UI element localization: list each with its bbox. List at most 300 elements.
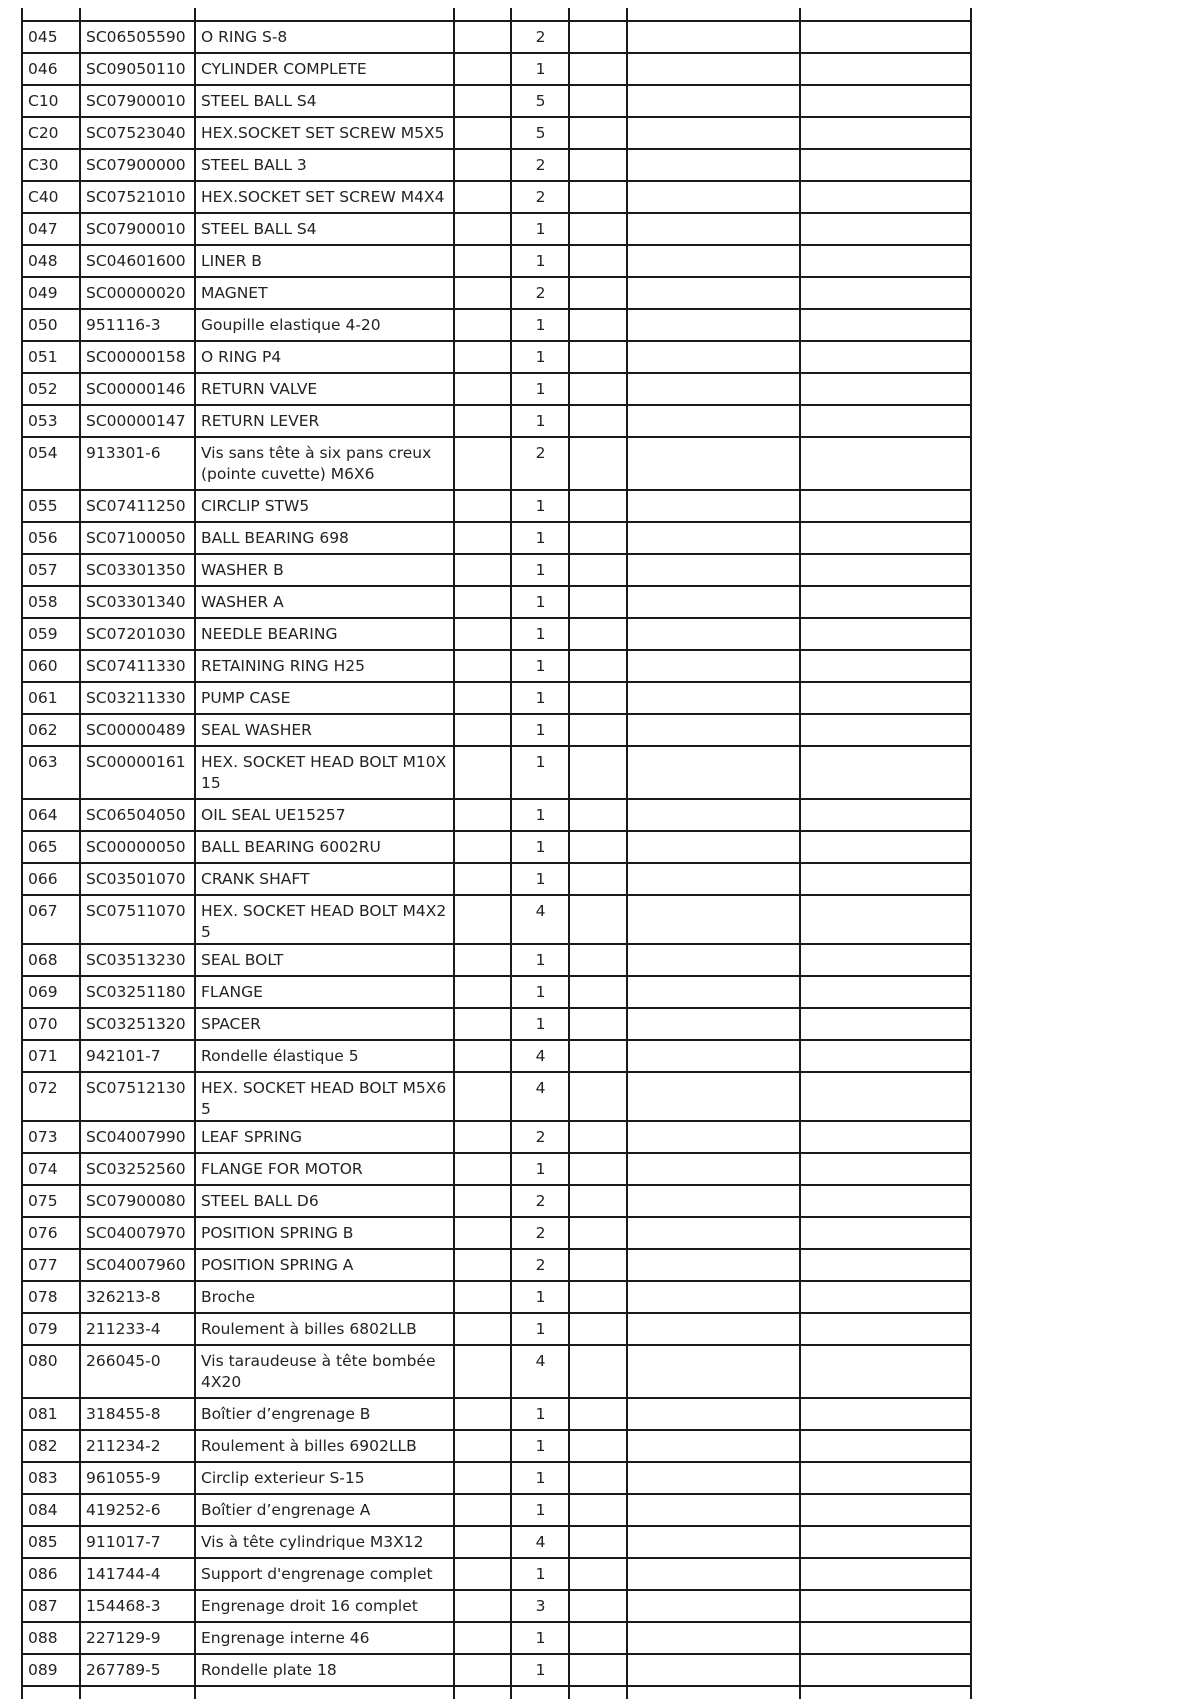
description-cell: NEEDLE BEARING xyxy=(195,618,454,650)
part-code-cell: SC03251320 xyxy=(80,1008,195,1040)
table-row xyxy=(22,618,971,650)
description-cell: Rondelle élastique 5 xyxy=(195,1040,454,1072)
stub-cell xyxy=(454,1686,511,1699)
table-row xyxy=(22,1185,971,1217)
part-code-cell: 211234-2 xyxy=(80,1430,195,1462)
table-row xyxy=(22,1217,971,1249)
empty-cell xyxy=(569,341,627,373)
empty-cell xyxy=(569,895,627,944)
parts-table xyxy=(21,8,972,1699)
empty-cell xyxy=(627,85,800,117)
part-code-cell: SC04007990 xyxy=(80,1121,195,1153)
description-cell: CIRCLIP STW5 xyxy=(195,490,454,522)
stub-cell xyxy=(627,8,800,21)
empty-cell xyxy=(627,490,800,522)
part-no-cell: 057 xyxy=(22,554,80,586)
part-code-cell: SC00000161 xyxy=(80,746,195,799)
empty-cell xyxy=(800,181,971,213)
empty-cell xyxy=(454,1494,511,1526)
empty-cell xyxy=(454,1526,511,1558)
description-cell: STEEL BALL 3 xyxy=(195,149,454,181)
empty-cell xyxy=(627,437,800,490)
empty-cell xyxy=(569,522,627,554)
empty-cell xyxy=(569,490,627,522)
quantity-cell: 1 xyxy=(511,341,569,373)
empty-cell xyxy=(569,213,627,245)
part-no-cell: 070 xyxy=(22,1008,80,1040)
empty-cell xyxy=(454,1185,511,1217)
description-cell: Engrenage interne 46 xyxy=(195,1622,454,1654)
quantity-cell: 1 xyxy=(511,1462,569,1494)
quantity-cell: 1 xyxy=(511,1313,569,1345)
quantity-cell: 4 xyxy=(511,1040,569,1072)
part-no-cell: 081 xyxy=(22,1398,80,1430)
empty-cell xyxy=(454,1072,511,1121)
empty-cell xyxy=(454,618,511,650)
part-no-cell: C40 xyxy=(22,181,80,213)
empty-cell xyxy=(800,245,971,277)
empty-cell xyxy=(454,21,511,53)
table-row xyxy=(22,213,971,245)
empty-cell xyxy=(800,1558,971,1590)
part-code-cell: SC07900010 xyxy=(80,213,195,245)
empty-cell xyxy=(627,831,800,863)
part-no-cell: 063 xyxy=(22,746,80,799)
empty-cell xyxy=(800,522,971,554)
empty-cell xyxy=(800,831,971,863)
empty-cell xyxy=(569,437,627,490)
part-code-cell: SC00000147 xyxy=(80,405,195,437)
quantity-cell: 1 xyxy=(511,650,569,682)
empty-cell xyxy=(627,1622,800,1654)
part-no-cell: 049 xyxy=(22,277,80,309)
part-no-cell: 085 xyxy=(22,1526,80,1558)
part-no-cell: 061 xyxy=(22,682,80,714)
empty-cell xyxy=(800,1345,971,1398)
table-row xyxy=(22,586,971,618)
empty-cell xyxy=(569,1040,627,1072)
empty-cell xyxy=(569,944,627,976)
empty-cell xyxy=(800,1217,971,1249)
quantity-cell: 1 xyxy=(511,309,569,341)
empty-cell xyxy=(800,373,971,405)
empty-cell xyxy=(454,117,511,149)
empty-cell xyxy=(627,1430,800,1462)
part-no-cell: 084 xyxy=(22,1494,80,1526)
part-no-cell: 086 xyxy=(22,1558,80,1590)
empty-cell xyxy=(454,746,511,799)
empty-cell xyxy=(800,1121,971,1153)
description-cell: STEEL BALL S4 xyxy=(195,213,454,245)
empty-cell xyxy=(800,799,971,831)
empty-cell xyxy=(627,1040,800,1072)
empty-cell xyxy=(454,714,511,746)
empty-cell xyxy=(569,1430,627,1462)
table-row xyxy=(22,682,971,714)
stub-cell xyxy=(569,8,627,21)
empty-cell xyxy=(569,1526,627,1558)
part-no-cell: 055 xyxy=(22,490,80,522)
empty-cell xyxy=(800,213,971,245)
description-cell: FLANGE FOR MOTOR xyxy=(195,1153,454,1185)
empty-cell xyxy=(627,1558,800,1590)
part-code-cell: 942101-7 xyxy=(80,1040,195,1072)
part-no-cell: 065 xyxy=(22,831,80,863)
empty-cell xyxy=(800,149,971,181)
empty-cell xyxy=(800,1313,971,1345)
part-code-cell: 326213-8 xyxy=(80,1281,195,1313)
part-code-cell: SC07900080 xyxy=(80,1185,195,1217)
empty-cell xyxy=(569,863,627,895)
empty-cell xyxy=(569,1622,627,1654)
empty-cell xyxy=(454,1040,511,1072)
part-no-cell: 078 xyxy=(22,1281,80,1313)
description-cell: Support d'engrenage complet xyxy=(195,1558,454,1590)
part-code-cell: 318455-8 xyxy=(80,1398,195,1430)
part-code-cell: 911017-7 xyxy=(80,1526,195,1558)
empty-cell xyxy=(800,944,971,976)
description-cell: Circlip exterieur S-15 xyxy=(195,1462,454,1494)
empty-cell xyxy=(454,1281,511,1313)
empty-cell xyxy=(800,863,971,895)
table-row xyxy=(22,85,971,117)
empty-cell xyxy=(800,1072,971,1121)
empty-cell xyxy=(627,1121,800,1153)
description-cell: Roulement à billes 6902LLB xyxy=(195,1430,454,1462)
empty-cell xyxy=(454,1249,511,1281)
empty-cell xyxy=(569,1494,627,1526)
empty-cell xyxy=(627,1072,800,1121)
empty-cell xyxy=(800,117,971,149)
empty-cell xyxy=(454,1008,511,1040)
table-row xyxy=(22,650,971,682)
description-cell: Vis sans tête à six pans creux (pointe cuvette) M6X6 xyxy=(195,437,454,490)
part-code-cell: SC03501070 xyxy=(80,863,195,895)
quantity-cell: 4 xyxy=(511,895,569,944)
quantity-cell: 1 xyxy=(511,618,569,650)
empty-cell xyxy=(569,831,627,863)
empty-cell xyxy=(569,1249,627,1281)
empty-cell xyxy=(800,21,971,53)
description-cell: BALL BEARING 6002RU xyxy=(195,831,454,863)
table-row xyxy=(22,1462,971,1494)
empty-cell xyxy=(454,1313,511,1345)
empty-cell xyxy=(569,586,627,618)
table-row xyxy=(22,1558,971,1590)
quantity-cell: 1 xyxy=(511,1654,569,1686)
empty-cell xyxy=(627,1008,800,1040)
part-code-cell: SC00000146 xyxy=(80,373,195,405)
empty-cell xyxy=(454,1345,511,1398)
description-cell: CRANK SHAFT xyxy=(195,863,454,895)
stub-cell xyxy=(569,1686,627,1699)
empty-cell xyxy=(800,437,971,490)
empty-cell xyxy=(627,341,800,373)
part-no-cell: 076 xyxy=(22,1217,80,1249)
quantity-cell: 1 xyxy=(511,944,569,976)
empty-cell xyxy=(627,799,800,831)
table-row xyxy=(22,245,971,277)
table-row xyxy=(22,554,971,586)
quantity-cell: 1 xyxy=(511,1494,569,1526)
empty-cell xyxy=(454,976,511,1008)
empty-cell xyxy=(569,1590,627,1622)
part-no-cell: C30 xyxy=(22,149,80,181)
part-no-cell: 088 xyxy=(22,1622,80,1654)
part-no-cell: 047 xyxy=(22,213,80,245)
description-cell: WASHER B xyxy=(195,554,454,586)
empty-cell xyxy=(569,117,627,149)
part-no-cell: 048 xyxy=(22,245,80,277)
quantity-cell: 2 xyxy=(511,1185,569,1217)
parts-table-body xyxy=(22,8,971,1699)
empty-cell xyxy=(454,437,511,490)
empty-cell xyxy=(627,1494,800,1526)
part-no-cell: C10 xyxy=(22,85,80,117)
quantity-cell: 4 xyxy=(511,1072,569,1121)
empty-cell xyxy=(800,618,971,650)
quantity-cell: 1 xyxy=(511,682,569,714)
part-code-cell: SC07523040 xyxy=(80,117,195,149)
empty-cell xyxy=(627,650,800,682)
empty-cell xyxy=(454,1430,511,1462)
empty-cell xyxy=(454,586,511,618)
description-cell: STEEL BALL D6 xyxy=(195,1185,454,1217)
empty-cell xyxy=(569,1462,627,1494)
table-row xyxy=(22,341,971,373)
table-row xyxy=(22,863,971,895)
empty-cell xyxy=(569,1398,627,1430)
description-cell: SEAL BOLT xyxy=(195,944,454,976)
part-no-cell: 079 xyxy=(22,1313,80,1345)
part-code-cell: SC06504050 xyxy=(80,799,195,831)
empty-cell xyxy=(569,21,627,53)
quantity-cell: 5 xyxy=(511,85,569,117)
description-cell: RETURN VALVE xyxy=(195,373,454,405)
quantity-cell: 1 xyxy=(511,831,569,863)
empty-cell xyxy=(627,1345,800,1398)
part-code-cell: 227129-9 xyxy=(80,1622,195,1654)
table-bottom-stub-row xyxy=(22,1686,971,1699)
empty-cell xyxy=(454,1622,511,1654)
empty-cell xyxy=(454,682,511,714)
empty-cell xyxy=(454,799,511,831)
empty-cell xyxy=(454,831,511,863)
stub-cell xyxy=(22,1686,80,1699)
part-no-cell: C20 xyxy=(22,117,80,149)
description-cell: PUMP CASE xyxy=(195,682,454,714)
quantity-cell: 1 xyxy=(511,1430,569,1462)
empty-cell xyxy=(569,1008,627,1040)
empty-cell xyxy=(569,1345,627,1398)
quantity-cell: 2 xyxy=(511,181,569,213)
table-row xyxy=(22,944,971,976)
empty-cell xyxy=(454,1153,511,1185)
empty-cell xyxy=(569,373,627,405)
empty-cell xyxy=(627,1281,800,1313)
part-code-cell: 154468-3 xyxy=(80,1590,195,1622)
empty-cell xyxy=(627,976,800,1008)
empty-cell xyxy=(454,149,511,181)
empty-cell xyxy=(454,85,511,117)
description-cell: LINER B xyxy=(195,245,454,277)
part-no-cell: 066 xyxy=(22,863,80,895)
empty-cell xyxy=(800,1249,971,1281)
empty-cell xyxy=(627,1313,800,1345)
empty-cell xyxy=(627,895,800,944)
part-no-cell: 071 xyxy=(22,1040,80,1072)
empty-cell xyxy=(627,1654,800,1686)
description-cell: HEX. SOCKET HEAD BOLT M10X15 xyxy=(195,746,454,799)
empty-cell xyxy=(627,21,800,53)
table-row xyxy=(22,117,971,149)
empty-cell xyxy=(569,149,627,181)
empty-cell xyxy=(800,1281,971,1313)
empty-cell xyxy=(800,309,971,341)
part-code-cell: SC03211330 xyxy=(80,682,195,714)
table-row xyxy=(22,373,971,405)
quantity-cell: 1 xyxy=(511,1008,569,1040)
empty-cell xyxy=(800,1494,971,1526)
description-cell: LEAF SPRING xyxy=(195,1121,454,1153)
empty-cell xyxy=(800,554,971,586)
part-no-cell: 068 xyxy=(22,944,80,976)
empty-cell xyxy=(454,1121,511,1153)
empty-cell xyxy=(627,1526,800,1558)
table-row xyxy=(22,1398,971,1430)
table-row xyxy=(22,437,971,490)
empty-cell xyxy=(800,85,971,117)
quantity-cell: 1 xyxy=(511,976,569,1008)
empty-cell xyxy=(800,341,971,373)
table-row xyxy=(22,1040,971,1072)
part-code-cell: SC06505590 xyxy=(80,21,195,53)
description-cell: HEX.SOCKET SET SCREW M4X4 xyxy=(195,181,454,213)
empty-cell xyxy=(569,682,627,714)
quantity-cell: 1 xyxy=(511,245,569,277)
table-row xyxy=(22,1281,971,1313)
description-cell: Broche xyxy=(195,1281,454,1313)
quantity-cell: 1 xyxy=(511,213,569,245)
empty-cell xyxy=(569,1153,627,1185)
empty-cell xyxy=(454,1590,511,1622)
table-row xyxy=(22,1494,971,1526)
table-row xyxy=(22,277,971,309)
part-no-cell: 060 xyxy=(22,650,80,682)
part-no-cell: 059 xyxy=(22,618,80,650)
part-no-cell: 062 xyxy=(22,714,80,746)
table-row xyxy=(22,1622,971,1654)
stub-cell xyxy=(195,1686,454,1699)
empty-cell xyxy=(627,245,800,277)
empty-cell xyxy=(569,309,627,341)
stub-cell xyxy=(80,1686,195,1699)
table-row xyxy=(22,1654,971,1686)
empty-cell xyxy=(569,746,627,799)
empty-cell xyxy=(627,1249,800,1281)
empty-cell xyxy=(454,1217,511,1249)
part-code-cell: SC03301340 xyxy=(80,586,195,618)
quantity-cell: 1 xyxy=(511,1281,569,1313)
part-code-cell: SC03301350 xyxy=(80,554,195,586)
quantity-cell: 1 xyxy=(511,373,569,405)
description-cell: HEX.SOCKET SET SCREW M5X5 xyxy=(195,117,454,149)
description-cell: WASHER A xyxy=(195,586,454,618)
empty-cell xyxy=(569,1185,627,1217)
part-no-cell: 056 xyxy=(22,522,80,554)
empty-cell xyxy=(569,405,627,437)
part-no-cell: 080 xyxy=(22,1345,80,1398)
part-code-cell: SC07411330 xyxy=(80,650,195,682)
empty-cell xyxy=(454,895,511,944)
empty-cell xyxy=(569,1558,627,1590)
description-cell: POSITION SPRING A xyxy=(195,1249,454,1281)
table-row xyxy=(22,1526,971,1558)
empty-cell xyxy=(627,863,800,895)
empty-cell xyxy=(569,1654,627,1686)
description-cell: CYLINDER COMPLETE xyxy=(195,53,454,85)
part-no-cell: 053 xyxy=(22,405,80,437)
empty-cell xyxy=(800,1462,971,1494)
empty-cell xyxy=(800,1185,971,1217)
quantity-cell: 1 xyxy=(511,1398,569,1430)
description-cell: RETURN LEVER xyxy=(195,405,454,437)
quantity-cell: 1 xyxy=(511,1153,569,1185)
part-no-cell: 046 xyxy=(22,53,80,85)
description-cell: HEX. SOCKET HEAD BOLT M5X65 xyxy=(195,1072,454,1121)
empty-cell xyxy=(800,405,971,437)
description-cell: Vis taraudeuse à tête bombée 4X20 xyxy=(195,1345,454,1398)
quantity-cell: 2 xyxy=(511,1121,569,1153)
part-no-cell: 072 xyxy=(22,1072,80,1121)
part-code-cell: SC00000489 xyxy=(80,714,195,746)
empty-cell xyxy=(454,245,511,277)
empty-cell xyxy=(454,181,511,213)
empty-cell xyxy=(800,976,971,1008)
quantity-cell: 2 xyxy=(511,1249,569,1281)
empty-cell xyxy=(627,1590,800,1622)
description-cell: OIL SEAL UE15257 xyxy=(195,799,454,831)
empty-cell xyxy=(800,895,971,944)
empty-cell xyxy=(454,405,511,437)
table-row xyxy=(22,746,971,799)
empty-cell xyxy=(627,944,800,976)
quantity-cell: 1 xyxy=(511,1622,569,1654)
empty-cell xyxy=(569,53,627,85)
stub-cell xyxy=(800,1686,971,1699)
part-no-cell: 050 xyxy=(22,309,80,341)
part-no-cell: 045 xyxy=(22,21,80,53)
part-no-cell: 073 xyxy=(22,1121,80,1153)
empty-cell xyxy=(627,213,800,245)
empty-cell xyxy=(569,245,627,277)
part-code-cell: 961055-9 xyxy=(80,1462,195,1494)
part-no-cell: 052 xyxy=(22,373,80,405)
quantity-cell: 1 xyxy=(511,863,569,895)
empty-cell xyxy=(454,213,511,245)
description-cell: Vis à tête cylindrique M3X12 xyxy=(195,1526,454,1558)
description-cell: MAGNET xyxy=(195,277,454,309)
empty-cell xyxy=(800,714,971,746)
empty-cell xyxy=(569,618,627,650)
quantity-cell: 3 xyxy=(511,1590,569,1622)
part-no-cell: 087 xyxy=(22,1590,80,1622)
empty-cell xyxy=(454,554,511,586)
empty-cell xyxy=(627,618,800,650)
quantity-cell: 1 xyxy=(511,522,569,554)
empty-cell xyxy=(627,277,800,309)
description-cell: POSITION SPRING B xyxy=(195,1217,454,1249)
